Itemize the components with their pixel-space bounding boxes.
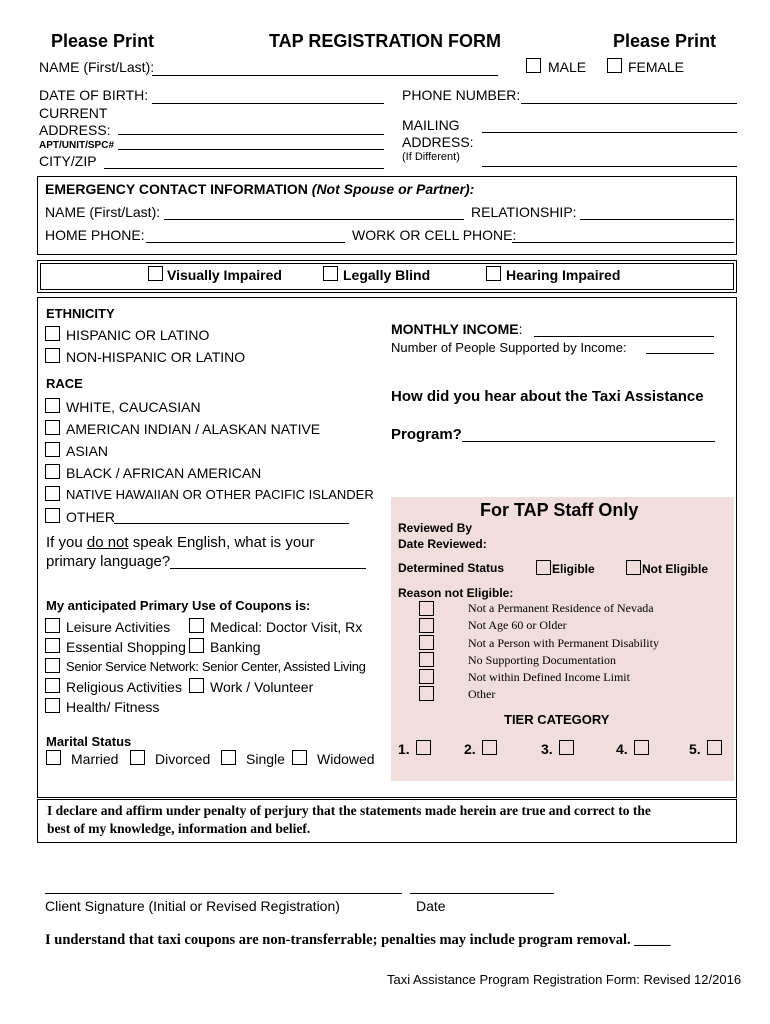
reviewed-by-label: Reviewed By: [398, 521, 473, 535]
reason-checkbox[interactable]: [419, 686, 434, 701]
people-supported-field[interactable]: [646, 353, 714, 354]
declaration-line2: best of my knowledge, information and belief.: [47, 821, 311, 836]
coupon-senior-label: Senior Service Network: Senior Center, Assisted Living: [66, 659, 366, 674]
signature-date-label: Date: [416, 898, 446, 914]
emergency-heading-note: (Not Spouse or Partner):: [311, 181, 475, 197]
date-reviewed-label: Date Reviewed:: [398, 537, 487, 551]
footer-revision: Taxi Assistance Program Registration Form: Revised 12/2016: [387, 972, 742, 987]
cityzip-label: CITY/ZIP: [39, 153, 97, 169]
reason-checkbox[interactable]: [419, 601, 434, 616]
language-question-line1: [46, 534, 315, 551]
ethnicity-heading: ETHNICITY: [46, 306, 115, 321]
relationship-label: RELATIONSHIP:: [471, 204, 577, 220]
coupon-health-label: Health/ Fitness: [66, 699, 160, 715]
reason-checkbox[interactable]: [419, 669, 434, 684]
not-eligible-checkbox[interactable]: [626, 560, 641, 575]
tier-checkbox[interactable]: [416, 740, 431, 755]
home-phone-label: HOME PHONE:: [45, 227, 145, 243]
coupons-heading: My anticipated Primary Use of Coupons is:: [46, 598, 311, 613]
marital-single-checkbox[interactable]: [221, 750, 236, 765]
marital-divorced-checkbox[interactable]: [130, 750, 145, 765]
race-checkbox[interactable]: [45, 486, 60, 501]
ethnicity-option-hispanic: HISPANIC OR LATINO: [66, 327, 210, 343]
reason-checkbox[interactable]: [419, 635, 434, 650]
ethnicity-checkbox-hispanic[interactable]: [45, 326, 60, 341]
declaration-line1: I declare and affirm under penalty of perjury that the statements made herein are true and correct to the: [47, 803, 651, 818]
transfer-note: I understand that taxi coupons are non-transferrable; penalties may include program removal. _____: [45, 932, 671, 948]
ethnicity-checkbox-non-hispanic[interactable]: [45, 348, 60, 363]
eligible-checkbox[interactable]: [536, 560, 551, 575]
race-option: WHITE, CAUCASIAN: [66, 399, 201, 415]
address-label: ADDRESS:: [39, 122, 111, 138]
emergency-heading-row: [45, 181, 474, 197]
coupon-health-checkbox[interactable]: [45, 698, 60, 713]
please-print-right: Please Print: [613, 31, 717, 51]
race-checkbox[interactable]: [45, 464, 60, 479]
tier-checkbox[interactable]: [707, 740, 722, 755]
coupon-work-label: Work / Volunteer: [210, 679, 314, 695]
tier-label: 4.: [616, 741, 628, 757]
race-checkbox[interactable]: [45, 420, 60, 435]
tier-label: 1.: [398, 741, 410, 757]
mailing-label: MAILING: [402, 117, 460, 133]
visually-impaired-checkbox[interactable]: [148, 266, 163, 281]
coupon-senior-checkbox[interactable]: [45, 658, 60, 673]
race-option-other: OTHER: [66, 509, 115, 525]
marital-widowed-label: Widowed: [317, 751, 375, 767]
language-text-post: speak English, what is your: [128, 534, 315, 551]
eligible-label: Eligible: [552, 562, 595, 576]
female-checkbox[interactable]: [607, 58, 622, 73]
dob-field[interactable]: [152, 103, 384, 104]
client-signature-field[interactable]: [45, 893, 402, 894]
mailing-address-field[interactable]: [482, 132, 737, 133]
coupon-medical-checkbox[interactable]: [189, 618, 204, 633]
tier-label: 3.: [541, 741, 553, 757]
reason-label: Not a Person with Permanent Disability: [468, 636, 659, 650]
income-label: MONTHLY INCOME: [391, 321, 519, 337]
phone-label: PHONE NUMBER:: [402, 87, 521, 103]
tier-checkbox[interactable]: [559, 740, 574, 755]
coupon-shopping-checkbox[interactable]: [45, 638, 60, 653]
mailing-address-label: ADDRESS:: [402, 134, 474, 150]
hearing-impaired-checkbox[interactable]: [486, 266, 501, 281]
language-question-line2: primary language?: [46, 553, 171, 570]
current-label: CURRENT: [39, 105, 108, 121]
name-label: NAME (First/Last):: [39, 59, 155, 75]
coupon-medical-label: Medical: Doctor Visit, Rx: [210, 619, 363, 635]
marital-heading: Marital Status: [46, 734, 132, 749]
relationship-field[interactable]: [580, 219, 734, 220]
home-phone-field[interactable]: [146, 242, 345, 243]
reason-checkbox[interactable]: [419, 652, 434, 667]
dob-label: DATE OF BIRTH:: [39, 87, 149, 103]
signature-date-field[interactable]: [410, 893, 554, 894]
reason-heading: Reason not Eligible:: [398, 586, 514, 600]
apt-field[interactable]: [118, 149, 384, 150]
race-option: ASIAN: [66, 443, 109, 459]
please-print-left: Please Print: [51, 31, 155, 51]
apt-label: APT/UNIT/SPC#: [39, 140, 115, 151]
work-phone-label: WORK OR CELL PHONE:: [352, 227, 517, 243]
reason-label: No Supporting Documentation: [468, 653, 616, 667]
coupon-banking-label: Banking: [210, 639, 261, 655]
race-option: BLACK / AFRICAN AMERICAN: [66, 465, 262, 481]
language-text-pre: If you: [46, 534, 87, 551]
hear-field[interactable]: [462, 441, 715, 442]
marital-divorced-label: Divorced: [155, 751, 211, 767]
race-option: NATIVE HAWAIIAN OR OTHER PACIFIC ISLANDER: [66, 487, 374, 502]
race-checkbox[interactable]: [45, 398, 60, 413]
coupon-banking-checkbox[interactable]: [189, 638, 204, 653]
work-phone-field[interactable]: [512, 242, 734, 243]
marital-widowed-checkbox[interactable]: [292, 750, 307, 765]
coupon-shopping-label: Essential Shopping: [66, 639, 186, 655]
race-heading: RACE: [46, 376, 83, 391]
hear-question-line2: Program?: [391, 426, 462, 443]
address-field[interactable]: [118, 134, 384, 135]
phone-field[interactable]: [521, 103, 737, 104]
reason-label: Not within Defined Income Limit: [468, 670, 630, 684]
legally-blind-checkbox[interactable]: [323, 266, 338, 281]
reason-label: Not Age 60 or Older: [468, 618, 567, 632]
client-signature-label: Client Signature (Initial or Revised Registration): [45, 898, 340, 914]
staff-title: For TAP Staff Only: [480, 500, 639, 520]
race-checkbox-other[interactable]: [45, 508, 60, 523]
determined-status-label: Determined Status: [398, 561, 505, 575]
if-different-label: (If Different): [402, 151, 460, 163]
race-option: AMERICAN INDIAN / ALASKAN NATIVE: [66, 421, 321, 437]
reason-label: Not a Permanent Residence of Nevada: [468, 601, 654, 615]
hearing-impaired-label: Hearing Impaired: [506, 267, 621, 283]
language-text-emphasis: do not: [86, 534, 129, 551]
income-colon: :: [518, 321, 523, 337]
name-field[interactable]: [152, 75, 498, 76]
marital-married-checkbox[interactable]: [46, 750, 61, 765]
form-title: TAP REGISTRATION FORM: [269, 31, 501, 51]
not-eligible-label: Not Eligible: [642, 562, 708, 576]
tier-heading: TIER CATEGORY: [504, 712, 610, 727]
cityzip-field[interactable]: [104, 168, 384, 169]
people-supported-label: Number of People Supported by Income:: [391, 340, 627, 355]
emergency-heading: EMERGENCY CONTACT INFORMATION: [45, 181, 308, 197]
marital-single-label: Single: [246, 751, 285, 767]
coupon-leisure-checkbox[interactable]: [45, 618, 60, 633]
coupon-leisure-label: Leisure Activities: [66, 619, 171, 635]
male-label: MALE: [548, 59, 587, 75]
male-checkbox[interactable]: [526, 58, 541, 73]
legally-blind-label: Legally Blind: [343, 267, 431, 283]
mailing-city-field[interactable]: [482, 166, 737, 167]
ethnicity-option-non-hispanic: NON-HISPANIC OR LATINO: [66, 349, 246, 365]
coupon-religious-label: Religious Activities: [66, 679, 182, 695]
tier-label: 2.: [464, 741, 476, 757]
tier-checkbox[interactable]: [482, 740, 497, 755]
emergency-name-field[interactable]: [164, 219, 464, 220]
language-field[interactable]: [170, 568, 366, 569]
race-other-field[interactable]: [114, 523, 349, 524]
tier-label: 5.: [689, 741, 701, 757]
female-label: FEMALE: [628, 59, 685, 75]
marital-married-label: Married: [71, 751, 119, 767]
reason-checkbox[interactable]: [419, 618, 434, 633]
race-checkbox[interactable]: [45, 442, 60, 457]
hear-question-line1: How did you hear about the Taxi Assistance: [391, 388, 704, 405]
emergency-name-label: NAME (First/Last):: [45, 204, 161, 220]
coupon-work-checkbox[interactable]: [189, 678, 204, 693]
coupon-religious-checkbox[interactable]: [45, 678, 60, 693]
reason-label: Other: [468, 687, 496, 701]
income-field[interactable]: [534, 336, 714, 337]
visually-impaired-label: Visually Impaired: [167, 267, 282, 283]
income-row: [391, 321, 522, 337]
tier-checkbox[interactable]: [634, 740, 649, 755]
